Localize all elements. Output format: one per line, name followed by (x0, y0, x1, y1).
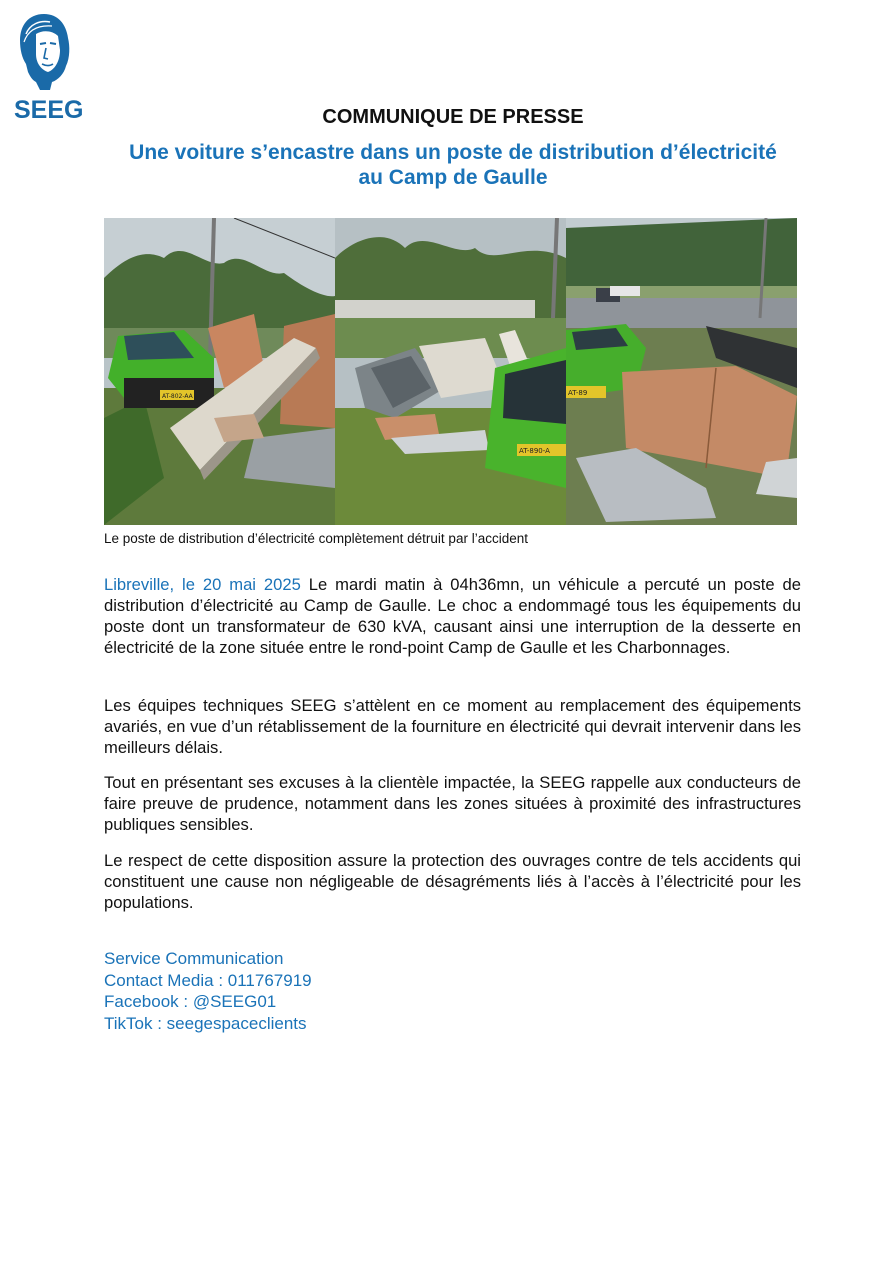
paragraph-2: Les équipes techniques SEEG s’attèlent en ce moment au remplacement des équipements avariés, en vue d’un rétablissement de la fourniture en électricité qui devrait intervenir dans les meilleurs délais. (104, 696, 801, 757)
photo-3 (566, 218, 797, 525)
paragraph-1 (104, 574, 801, 658)
plate-2: AT-890-A (519, 447, 550, 455)
contact-service: Service Communication (104, 949, 284, 968)
press-title (96, 140, 810, 190)
paragraph-3: Tout en présentant ses excuses à la clientèle impactée, la SEEG rappelle aux conducteurs de faire preuve de prudence, notamment dans les zones situées à proximité des infrastructures publiques sensibles. (104, 773, 801, 834)
accident-photos (104, 218, 797, 525)
plate-3: AT-89 (568, 389, 588, 397)
dateline: Libreville, le 20 mai 2025 (104, 575, 301, 594)
title-line-1: Une voiture s’encastre dans un poste de distribution d’électricité (129, 141, 777, 164)
logo-text: SEEG (14, 96, 84, 124)
photo-2 (335, 218, 566, 525)
paragraph-1-text: Le mardi matin à 04h36mn, un véhicule a percuté un poste de distribution d’électricité au Camp de Gaulle. Le choc a endommagé tous les équipements du poste dont un transformateur de 630 kVA, causant ainsi une interruption de la desserte en électricité de la zone située entre le rond-point Camp de Gaulle et les Charbonnages. (104, 575, 801, 657)
title-line-2: au Camp de Gaulle (358, 166, 548, 189)
contact-facebook: Facebook : @SEEG01 (104, 992, 277, 1011)
photo-caption: Le poste de distribution d’électricité complètement détruit par l’accident (104, 531, 528, 546)
photo-1 (104, 218, 335, 525)
paragraph-4: Le respect de cette disposition assure la protection des ouvrages contre de tels accidents qui constituent une cause non négligeable de désagréments liés à l’accès à l’électricité pour les populations. (104, 851, 801, 912)
page-heading: COMMUNIQUE DE PRESSE (322, 106, 584, 128)
seeg-emblem-icon (16, 10, 72, 96)
contact-tiktok: TikTok : seegespaceclients (104, 1013, 307, 1033)
contact-media: Contact Media : 011767919 (104, 970, 312, 990)
contact-block (104, 948, 312, 1034)
plate-1: AT-802-AA (162, 393, 193, 400)
